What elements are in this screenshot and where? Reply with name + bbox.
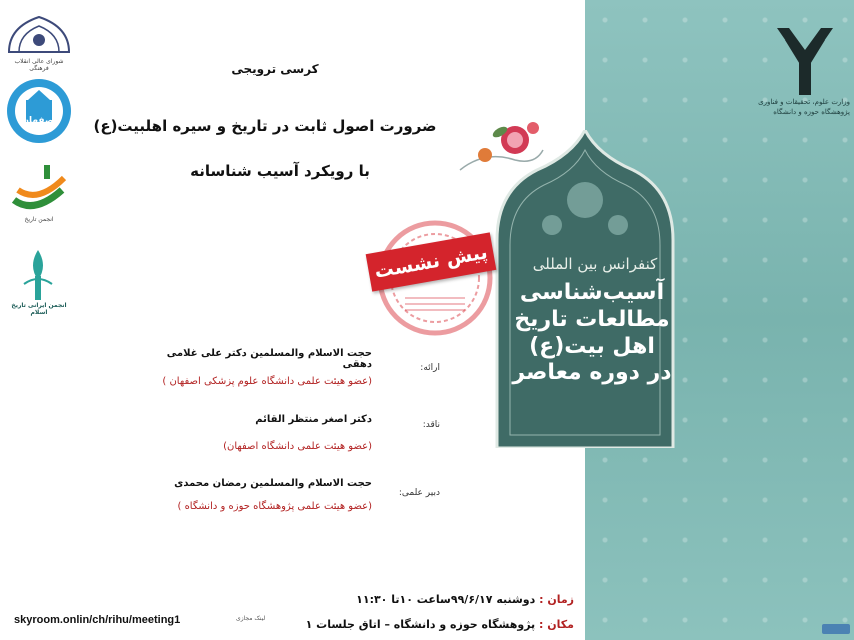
history-association-logo [4, 246, 72, 318]
time-value: دوشنبه ۹۹/۶/۱۷ساعت ۱۰تا ۱۱:۳۰ [356, 593, 536, 606]
place-line [300, 618, 574, 631]
history-association-logo-icon [4, 246, 72, 302]
presenter-affiliation: (عضو هیئت علمی دانشگاه علوم پزشکی اصفهان ) [162, 376, 372, 387]
association-logo-icon [4, 160, 72, 216]
pre-session-stamp: پیش نشست [366, 232, 497, 291]
corner-badge [822, 624, 850, 634]
institute-logo-icon [775, 20, 835, 100]
flower-ornament-icon [455, 110, 545, 180]
association-logo-caption: انجمن تاریخ [24, 216, 54, 223]
online-link-label: لینک مجازی [236, 615, 266, 622]
conference-subtitle: کنفرانس بین المللی [532, 255, 658, 273]
isfahan-university-logo-icon [6, 78, 72, 144]
secretary-affiliation: (عضو هیئت علمی پژوهشگاه حوزه و دانشگاه ) [177, 501, 372, 512]
conference-title-line: آسیب‌شناسی [519, 280, 665, 305]
conference-title-line: در دوره معاصر [512, 360, 672, 386]
series-label: کرسی ترویجی [231, 62, 319, 76]
critic-affiliation: (عضو هیئت علمی دانشگاه اصفهان) [223, 441, 372, 452]
presenter-role: ارائه: [420, 363, 440, 373]
seminar-title: ضرورت اصول ثابت در تاریخ و سیره اهلبیت(ع) [93, 117, 437, 135]
online-meeting-link[interactable]: skyroom.onlin/ch/rihu/meeting1 [14, 614, 181, 626]
history-association-caption: انجمن ایرانی تاریخ اسلام [11, 302, 67, 316]
isfahan-logo-text: اصفهان [21, 116, 57, 126]
association-logo [4, 160, 72, 226]
conference-title-line: اهل بیت(ع) [529, 333, 655, 359]
secretary-role: دبیر علمی: [398, 488, 440, 498]
time-line [300, 593, 574, 606]
critic-role: ناقد: [422, 420, 440, 430]
time-label: زمان : [539, 593, 574, 606]
isfahan-university-logo [6, 78, 72, 144]
institute-name-line2: پژوهشگاه حوزه و دانشگاه [773, 107, 850, 116]
council-logo-caption: شورای عالی انقلاب فرهنگی [14, 58, 64, 72]
council-logo-icon [4, 12, 74, 58]
place-label: مکان : [539, 618, 574, 631]
institute-name [745, 98, 850, 118]
conference-title [498, 280, 686, 387]
place-value: پژوهشگاه حوزه و دانشگاه – اتاق جلسات ۱ [305, 618, 536, 631]
conference-title-line: مطالعات تاریخ [514, 306, 670, 332]
council-logo [4, 12, 74, 72]
seminar-subtitle: با رویکرد آسیب شناسانه [190, 162, 370, 180]
secretary-name: حجت الاسلام والمسلمین رمضان محمدی [174, 478, 372, 489]
institute-name-line1: وزارت علوم، تحقیقات و فناوری [758, 98, 850, 106]
critic-name: دکتر اصغر منتظر القائم [255, 414, 372, 425]
presenter-name: حجت الاسلام والمسلمین دکتر علی غلامی دهقی [166, 348, 372, 370]
